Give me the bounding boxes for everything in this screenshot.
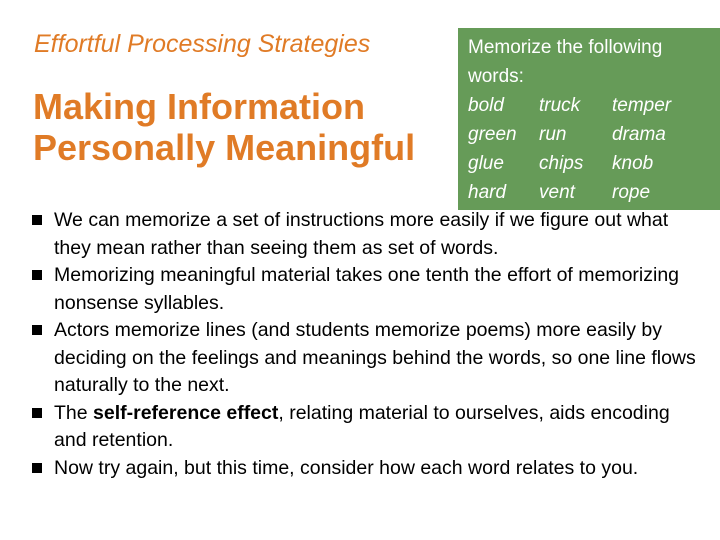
word-list-intro-1: Memorize the following [468,37,663,58]
bullet-text: We can memorize a set of instructions more easily if we figure out what they mean rather than seeing them as set of words. [54,209,669,259]
word: hard [468,182,507,203]
slide-title [33,86,415,168]
bullet-item [32,262,704,317]
slide-title-line-1: Making Information [33,86,365,127]
bullet-square-icon [32,408,42,418]
word: glue [468,153,504,174]
bullet-square-icon [32,463,42,473]
word: temper [612,95,672,116]
bullet-square-icon [32,325,42,335]
word: vent [539,182,575,203]
bullet-square-icon [32,215,42,225]
bullet-bold-term: self-reference effect [93,401,279,424]
bullet-text: , relating material to ourselves, aids encoding and retention. [54,401,670,451]
word: green [468,124,517,145]
bullet-text: Actors memorize lines (and students memorize poems) more easily by deciding on the feelings and meanings behind the words, so one line flows naturally to the next. [54,319,696,396]
word: bold [468,95,504,116]
bullet-text: The [54,401,94,424]
bullet-list [32,207,704,482]
word: drama [612,124,666,145]
word: rope [612,182,651,203]
slide-title-line-2: Personally Meaningful [33,127,416,168]
bullet-item [32,455,704,483]
bullet-square-icon [32,270,42,280]
word: knob [612,153,654,174]
slide-subtitle: Effortful Processing Strategies [34,30,371,58]
bullet-item [32,400,704,455]
bullet-text: Now try again, but this time, consider how each word relates to you. [54,456,639,479]
word-grid [468,91,720,207]
word: run [539,124,567,145]
bullet-item [32,207,704,262]
word-list-intro-2: words: [468,66,524,87]
word-list-box [458,28,720,210]
bullet-text: Memorizing meaningful material takes one tenth the effort of memorizing nonsense syllables. [54,264,680,314]
word: truck [539,95,581,116]
bullet-item [32,317,704,400]
word: chips [539,153,584,174]
